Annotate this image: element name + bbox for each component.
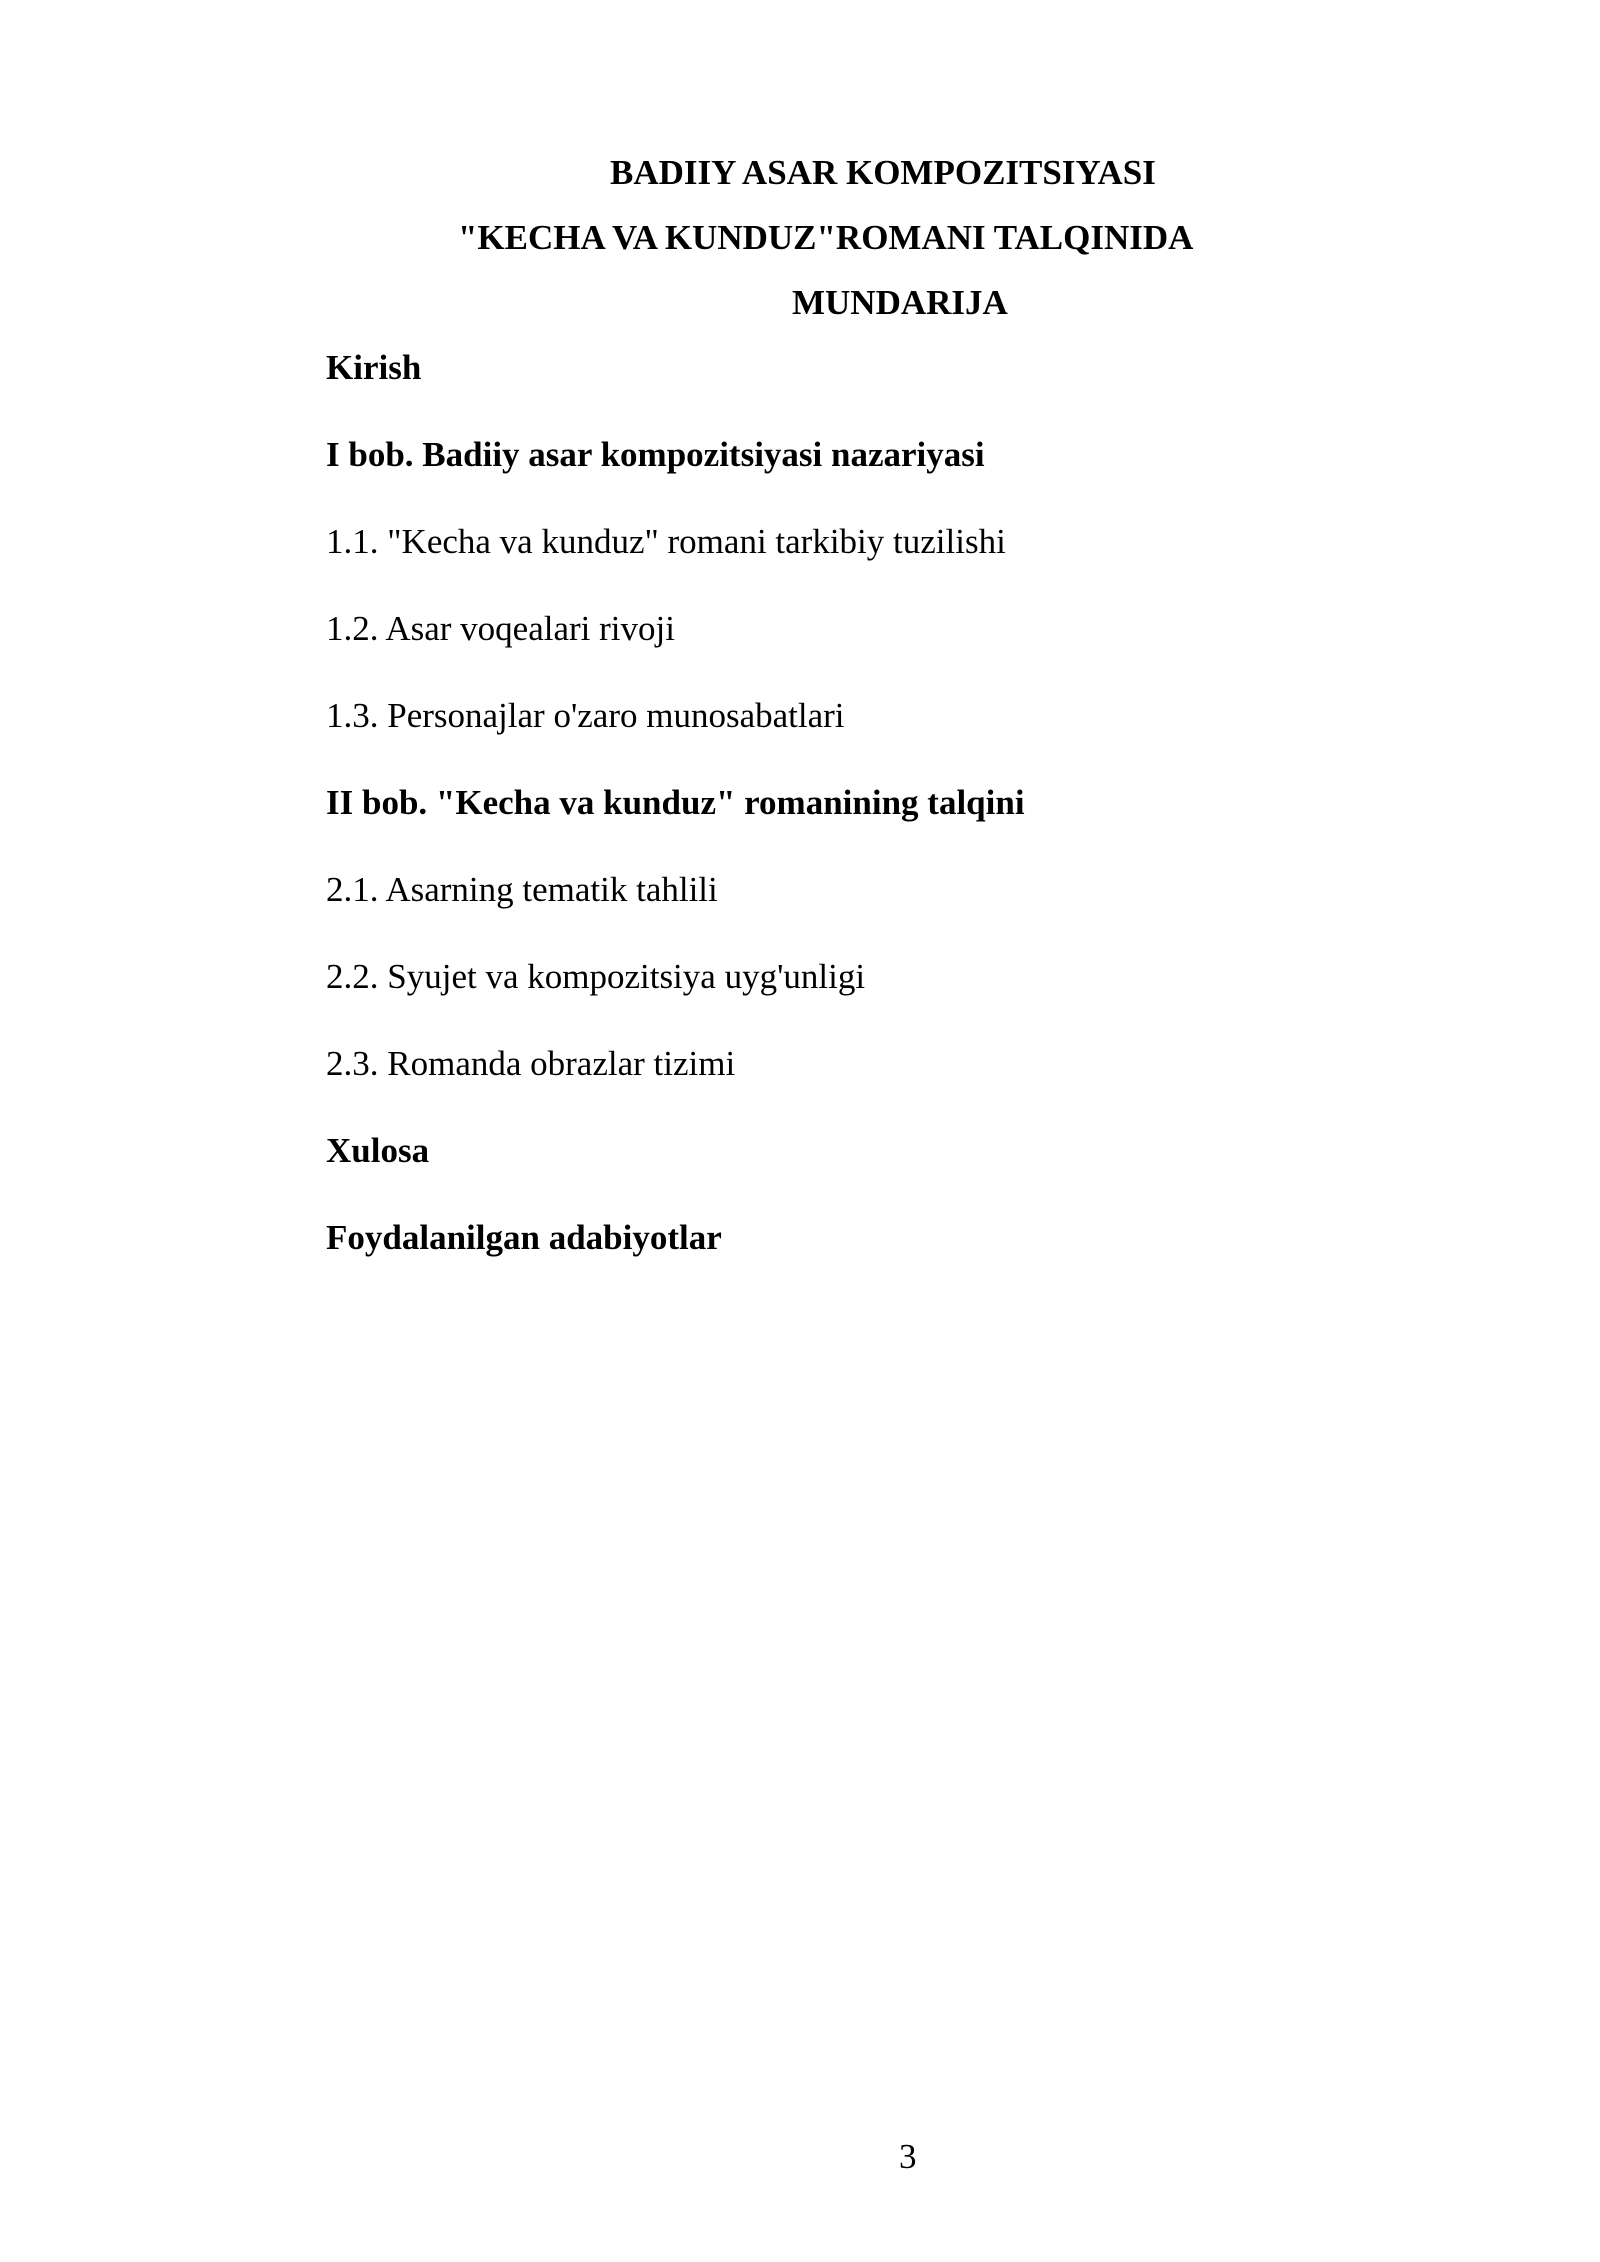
toc-item-section-2-3: 2.3. Romanda obrazlar tizimi xyxy=(326,1044,736,1083)
toc-item-references: Foydalanilgan adabiyotlar xyxy=(326,1218,722,1257)
toc-item-section-1-1: 1.1. "Kecha va kunduz" romani tarkibiy tuzilishi xyxy=(326,522,1006,561)
page-number: 3 xyxy=(899,2137,917,2176)
toc-item-xulosa: Xulosa xyxy=(326,1131,430,1170)
document-title-line-1: BADIIY ASAR KOMPOZITSIYASI xyxy=(610,153,1156,192)
toc-heading: MUNDARIJA xyxy=(792,283,1008,322)
toc-item-kirish: Kirish xyxy=(326,348,422,387)
toc-item-section-2-1: 2.1. Asarning tematik tahlili xyxy=(326,870,718,909)
toc-item-section-1-3: 1.3. Personajlar o'zaro munosabatlari xyxy=(326,696,845,735)
toc-item-section-2-2: 2.2. Syujet va kompozitsiya uyg'unligi xyxy=(326,957,866,996)
toc-item-chapter-2: II bob. "Kecha va kunduz" romanining talqini xyxy=(326,783,1025,822)
toc-item-section-1-2: 1.2. Asar voqealari rivoji xyxy=(326,609,675,648)
document-title-line-2: "KECHA VA KUNDUZ"ROMANI TALQINIDA xyxy=(458,218,1194,257)
toc-item-chapter-1: I bob. Badiiy asar kompozitsiyasi nazariyasi xyxy=(326,435,985,474)
